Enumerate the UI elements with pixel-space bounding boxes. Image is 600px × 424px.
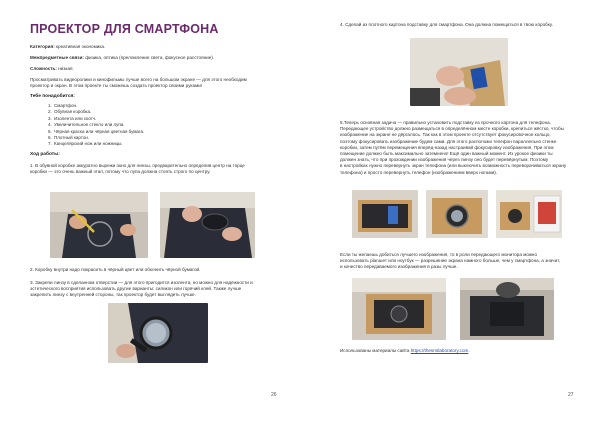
photo-projector-lens: [426, 190, 488, 238]
intro-line-1: Просматривать видеоролики и кинофильмы лучше всего на большом экране — для этого необходим: [30, 77, 247, 82]
materials-heading: Тебе понадобится:: [30, 94, 75, 99]
final-line-1: Если ты желаешь добиться лучшего изображения, то в роли передающего монитора можно: [340, 252, 538, 257]
page-number-right: 27: [568, 392, 574, 398]
list-item: 2. Обувная коробка.: [53, 109, 144, 115]
list-item: 5. Чёрная краска или чёрная цветная бумага.: [53, 129, 144, 135]
photo-projector-front: [352, 278, 446, 340]
step-2-paragraph: 2. Коробку внутри надо покрасить в чёрный цвет или обклеить чёрной бумагой.: [30, 267, 201, 272]
final-line-3: и качество передаваемого изображения в разы лучше.: [340, 264, 458, 270]
final-paragraph: [340, 252, 588, 271]
step-4-paragraph: 4. Сделай из плотного картона подставку для смартфона. Она должна помещаться в твою коробку.: [340, 22, 553, 27]
list-item: 3. Изолента или скотч.: [53, 116, 144, 122]
step-5-line: изображение на экране не дёргалось. Так как в этом проекте отсутствует фокусировочное кольцо,: [340, 132, 551, 138]
final-line-2: использовать planшет или ноутбук — разрешение экрана намного больше, чем у смартфона, а значит,: [340, 258, 561, 264]
links-value: физика, оптика (преломление света, фокусное расстояние).: [85, 55, 215, 60]
difficulty-line: [30, 66, 74, 72]
step-5-line: должен знать, что при прохождении изображения через линзу оно будет перевёрнутым. Поэтому: [340, 157, 549, 163]
right-page: [300, 0, 600, 424]
step-5-line: телефона) и просто перевернуть телефон (изображением вверх ногами).: [340, 169, 498, 175]
links-label: Межпредметные связи:: [30, 55, 84, 60]
step-1-line-2: коробки — это очень важный этап, потому что лупа должна стоять строго по центру.: [30, 169, 211, 175]
step-3-line-2: эстетического восприятия использовать другие варианты: силикон или горячий клей. Также лучше: [30, 286, 242, 292]
materials-list: [44, 103, 144, 148]
page-title: ПРОЕКТОР ДЛЯ СМАРТФОНА: [30, 22, 219, 36]
step-5-line: 5.Теперь основная задача — правильно установить подставку из прочного картона для телефона.: [340, 120, 551, 125]
photo-projection-screen: [496, 190, 562, 238]
step-1-paragraph: [30, 163, 280, 175]
category-value: креативная экономика.: [56, 44, 106, 49]
credits-prefix: Использованы материалы сайта: [340, 348, 410, 353]
list-item: 7. Канцелярский нож или ножницы.: [53, 141, 144, 147]
step-3-line-1: 3. Закрепи линзу в сделанном отверстии — для этого пригодится изолента, но можно для надёжности и: [30, 280, 253, 285]
photo-magnifier: [108, 303, 208, 363]
step-5-paragraph: [340, 120, 588, 176]
photo-phone-stand: [410, 38, 508, 106]
difficulty-value: низкая.: [58, 66, 74, 71]
page-number-left: 26: [271, 392, 277, 398]
list-item: 6. Плотный картон.: [53, 135, 144, 141]
credits-link[interactable]: https://thesmtlaboratory.com: [410, 348, 469, 353]
category-line: [30, 44, 105, 50]
links-line: [30, 55, 214, 61]
photo-cutting-box: [50, 192, 148, 258]
step-5-line: Передающее устройство должно размещаться в определённом месте коробки, крепиться жёстко, чтобы: [340, 126, 564, 132]
step-5-line: помещение должно быть максимально затемнено! Ещё один важный момент. Из урокое физики ты: [340, 151, 553, 157]
step-3-paragraph: [30, 280, 282, 299]
list-item: 1. Смартфон.: [53, 103, 144, 109]
credits-suffix: .: [468, 348, 470, 353]
photo-projector-open: [352, 190, 418, 238]
step-5-line: поэтому фокусировать изображение будем сами. Для этого расположи телефон параллельно стенке: [340, 138, 557, 144]
step-3-line-3: закрепить линзу с внутренней стороны, так проектор будет выглядеть лучше.: [30, 292, 196, 298]
credits-line: [340, 348, 470, 354]
step-1-line-1: 1. В обувной коробке аккуратно вырежи окно для линзы, предварительно определив центр на торце: [30, 163, 245, 168]
photo-box-hole: [160, 192, 255, 258]
photo-projector-use: [460, 278, 554, 340]
step-5-line: коробки, затем путём перемещения вперёд-назад настраивай фокусировку изображения. При этом: [340, 144, 554, 150]
steps-heading: Ход работы:: [30, 152, 60, 157]
intro-line-2: проектор и экран. В этом проекте ты сможешь создать проектор своими руками!: [30, 83, 203, 89]
step-5-line: в настройках нужно перевернуть экран телефона (или выключить возможность переворачиваться экрану: [340, 163, 567, 169]
intro-paragraph: [30, 77, 275, 89]
category-label: Категория:: [30, 44, 55, 49]
difficulty-label: Сложность:: [30, 66, 57, 71]
list-item: 4. Увеличительное стекло или лупа.: [53, 122, 144, 128]
